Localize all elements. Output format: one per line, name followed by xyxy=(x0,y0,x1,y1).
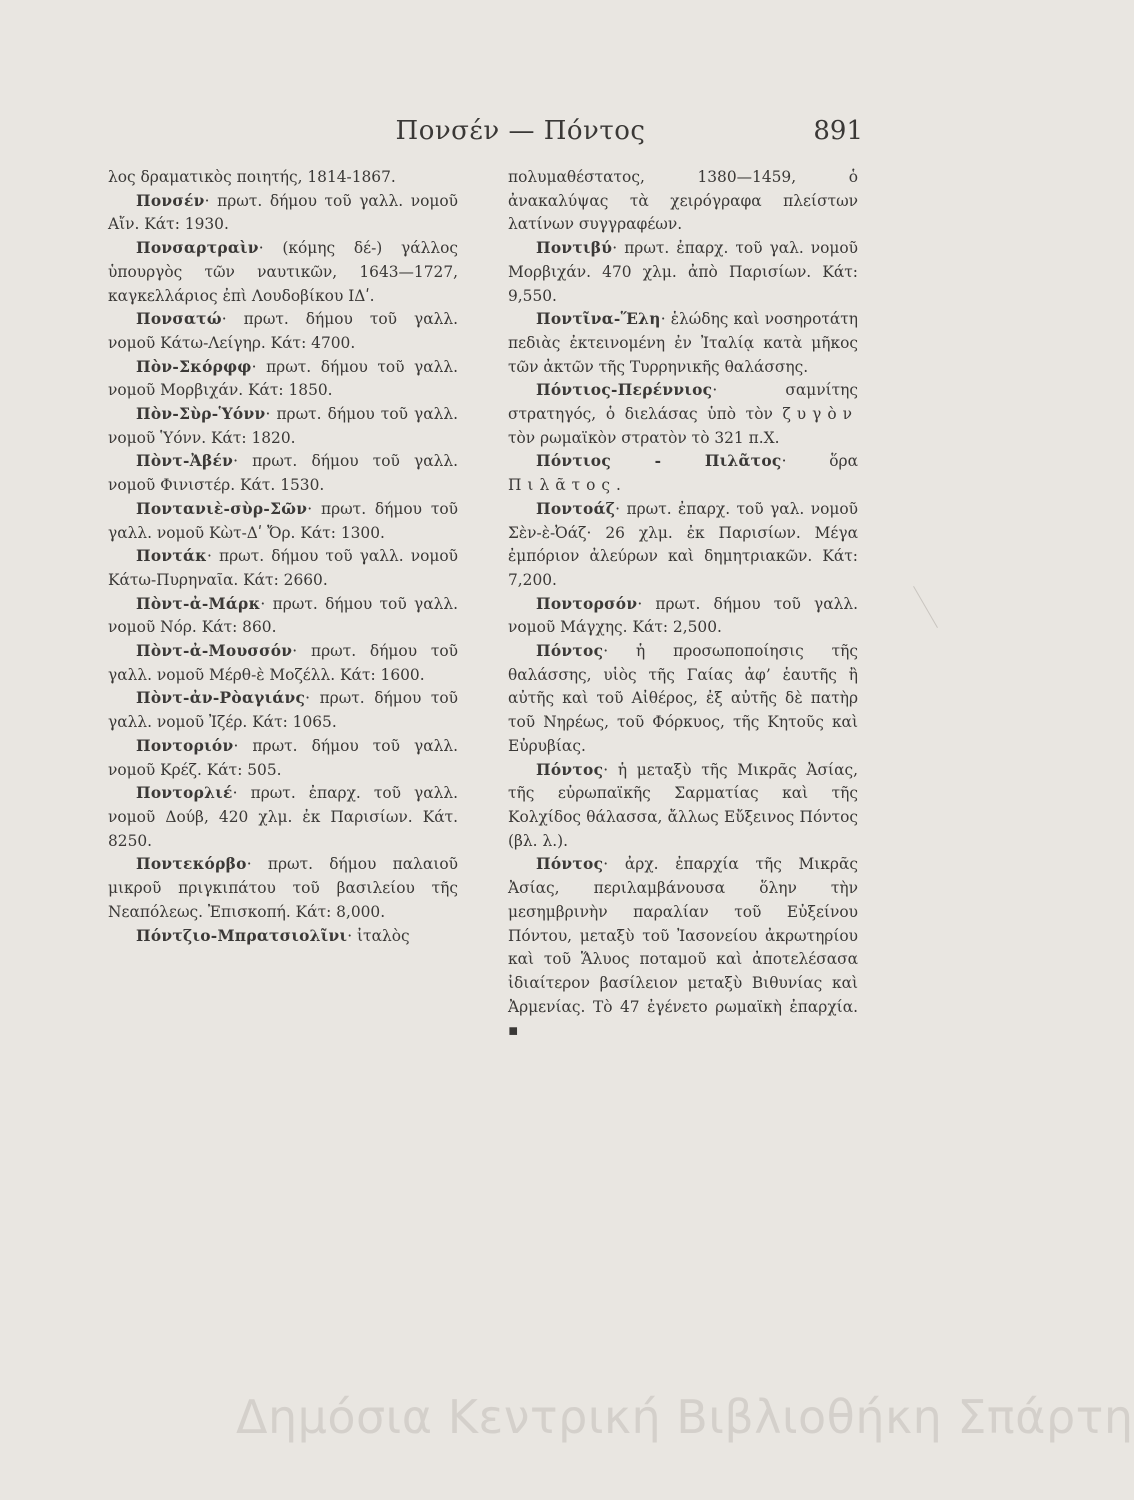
entry-text: πρωτ. δήμου τοῦ γαλλ. νομοῦ Κὼτ-Δʹ Ὄρ. Κάτ: 1300. xyxy=(108,499,458,542)
entry-text: πρωτ. δήμου τοῦ γαλλ. νομοῦ Νόρ. Κάτ: 860. xyxy=(108,594,458,637)
entry-text: ὅρα xyxy=(786,452,859,471)
headword-separator: · xyxy=(204,191,210,210)
headword-separator: · xyxy=(232,784,238,803)
entry-text: πρωτ. ἐπαρχ. τοῦ γαλ. νομοῦ Μορβιχάν. 470 χλμ. ἀπὸ Παρισίων. Κάτ: 9,550. xyxy=(508,239,858,305)
headword-separator: · xyxy=(347,926,353,945)
dictionary-entry xyxy=(508,379,858,450)
entry-headword: Πὸν-Σκόρφφ xyxy=(136,357,252,376)
entry-spaced-term: Πιλᾶτος xyxy=(508,476,617,495)
entry-text: λος δραματικὸς ποιητής, 1814-1867. xyxy=(108,168,396,186)
dictionary-entry xyxy=(108,237,458,308)
scan-mark xyxy=(913,586,938,628)
headword-separator: · xyxy=(603,855,609,874)
headword-separator: · xyxy=(233,736,239,755)
entry-headword: Πόντιος - Πιλᾶτος xyxy=(536,452,782,471)
headword-separator: · xyxy=(307,499,313,518)
entry-text: ἀρχ. ἐπαρχία τῆς Μικρᾶς Ἀσίας, περιλαμβάνουσα ὅλην τὴν μεσημβρινὴν παραλίαν τοῦ Εὐξείνου Πόντου, μεταξὺ τοῦ Ἰασονείου ἀκρωτηρίου καὶ τοῦ Ἅλυος ποταμοῦ καὶ ἀποτελέσασα ἰδιαίτερον βασίλειον μεταξὺ Βιθυνίας καὶ Ἀρμενίας. Τὸ 47 ἐγένετο ρωμαϊκὴ ἐπαρχία. ▪ xyxy=(508,855,858,1040)
headword-separator: · xyxy=(260,594,266,613)
entry-headword: Ποντορλιέ xyxy=(136,784,233,803)
headword-separator: · xyxy=(251,357,257,376)
dictionary-entry xyxy=(108,450,458,497)
dictionary-entry xyxy=(508,450,858,497)
page-header-title: Πονσέν — Πόντος xyxy=(395,116,646,146)
entry-headword: Ποντορσόν xyxy=(536,594,638,613)
entry-headword: Ποντεκόρβο xyxy=(136,855,247,874)
headword-separator: · xyxy=(246,855,252,874)
dictionary-entry xyxy=(508,759,858,854)
entry-text: πρωτ. δήμου παλαιοῦ μικροῦ πριγκιπάτου τοῦ βασιλείου τῆς Νεαπόλεως. Ἐπισκοπή. Κάτ: 8,000. xyxy=(108,855,458,921)
entry-text: πρωτ. δήμου τοῦ γαλλ. νομοῦ Μάγχης. Κάτ: 2,500. xyxy=(508,594,858,637)
entry-text: πρωτ. δήμου τοῦ γαλλ. νομοῦ Μορβιχάν. Κάτ: 1850. xyxy=(108,357,458,400)
dictionary-entry xyxy=(508,640,858,759)
entry-spaced-term: ζυγὸν xyxy=(782,405,858,424)
entry-text: πρωτ. ἐπαρχ. τοῦ γαλ. νομοῦ Σὲν-ὲ-Ὀάζ· 26 χλμ. ἐκ Παρισίων. Μέγα ἐμπόριον ἀλεύρων καὶ δημητριακῶν. Κάτ: 7,200. xyxy=(508,499,858,589)
entry-text: πολυμαθέστατος, 1380—1459, ὁ ἀνακαλύψας τὰ χειρόγραφα πλείστων λατίνων συγγραφέων. xyxy=(508,168,858,234)
dictionary-entry xyxy=(108,356,458,403)
dictionary-entry xyxy=(108,925,458,949)
entry-headword: Πονσαρτραὶν xyxy=(136,239,259,258)
entry-headword: Πονσέν xyxy=(136,191,205,210)
entry-text: πρωτ. δήμου τοῦ γαλλ. νομοῦ Αἴν. Κάτ: 1930. xyxy=(108,191,458,234)
entry-text: σαμνίτης στρατηγός, ὁ διελάσας ὑπὸ τὸν xyxy=(508,381,858,424)
entry-headword: Πὸντ-ἀ-Μάρκ xyxy=(136,594,261,613)
dictionary-entry xyxy=(508,593,858,640)
headword-separator: · xyxy=(221,310,227,329)
entry-text-tail: τὸν ρωμαϊκὸν στρατὸν τὸ 321 π.Χ. xyxy=(508,428,780,447)
entry-headword: Πὸν-Σὺρ-Ὑόνν xyxy=(136,405,266,424)
entry-text: πρωτ. δήμου τοῦ γαλλ. νομοῦ Ὑόνν. Κάτ: 1820. xyxy=(108,405,458,447)
entry-text: πρωτ. δήμου τοῦ γαλλ. νομοῦ Κάτω-Λείγηρ. Κάτ: 4700. xyxy=(108,310,458,352)
entry-text: ἰταλὸς xyxy=(352,926,410,945)
entry-headword: Πόντζιο-Μπρατσιολῖνι xyxy=(136,926,348,945)
headword-separator: · xyxy=(660,310,666,329)
entry-headword: Πονσατώ xyxy=(136,310,222,329)
entry-headword: Πόντιος-Περέννιος xyxy=(536,381,713,400)
entry-headword: Ποντιβύ xyxy=(536,239,613,258)
dictionary-entry xyxy=(108,735,458,782)
headword-separator: · xyxy=(637,594,643,613)
entry-headword: Ποντῖνα-Ἕλη xyxy=(536,310,661,329)
entry-headword: Πόντος xyxy=(536,760,604,779)
entry-text: πρωτ. δήμου τοῦ γαλλ. νομοῦ Φινιστέρ. Κάτ. 1530. xyxy=(108,452,458,495)
entry-headword: Ποντοριόν xyxy=(136,736,234,755)
entry-text: πρωτ. δήμου τοῦ γαλλ. νομοῦ Κάτω-Πυρηναῖα. Κάτ: 2660. xyxy=(108,547,458,589)
entry-text: πρωτ. δήμου τοῦ γαλλ. νομοῦ Κρέζ. Κάτ: 505. xyxy=(108,736,458,779)
library-watermark: Δημόσια Κεντρική Βιβλιοθήκη Σπάρτη xyxy=(236,1390,1134,1444)
entry-text: (κόμης δέ-) γάλλος ὑπουργὸς τῶν ναυτικῶν, 1643—1727, καγκελλάριος ἐπὶ Λουδοβίκου ΙΔʹ. xyxy=(108,239,458,305)
dictionary-entry xyxy=(108,308,458,355)
headword-separator: · xyxy=(292,642,298,661)
entry-headword: Ποντάκ xyxy=(136,547,208,566)
dictionary-entry xyxy=(108,403,458,450)
dictionary-entry xyxy=(108,545,458,592)
headword-separator: · xyxy=(258,239,264,258)
dictionary-entry xyxy=(508,853,858,1043)
dictionary-entry xyxy=(108,593,458,640)
dictionary-entry xyxy=(508,498,858,593)
dictionary-entry xyxy=(508,237,858,308)
entry-headword: Ποντανιὲ-σὺρ-Σῶν xyxy=(136,499,308,518)
left-column xyxy=(108,166,458,948)
entry-text-tail: . xyxy=(616,476,621,495)
entry-text: ἑλώδης καὶ νοσηροτάτη πεδιὰς ἐκτεινομένη ἐν Ἰταλίᾳ κατὰ μῆκος τῶν ἀκτῶν τῆς Τυρρηνικῆς θαλάσσης. xyxy=(508,310,858,376)
dictionary-entry xyxy=(508,308,858,379)
entry-headword: Πὸντ-ἀ-Μουσσόν xyxy=(136,642,293,661)
entry-headword: Πὸντ-ἀν-Ρὸαγιάνς xyxy=(136,689,306,708)
headword-separator: · xyxy=(305,689,311,708)
right-column xyxy=(508,166,858,1043)
dictionary-entry xyxy=(108,782,458,853)
dictionary-entry xyxy=(108,190,458,237)
entry-text: πρωτ. ἐπαρχ. τοῦ γαλλ. νομοῦ Δούβ, 420 χλμ. ἐκ Παρισίων. Κάτ. 8250. xyxy=(108,784,458,850)
headword-separator: · xyxy=(712,381,718,400)
entry-text: πρωτ. δήμου τοῦ γαλλ. νομοῦ Ἰζέρ. Κάτ: 1065. xyxy=(108,689,458,732)
headword-separator: · xyxy=(781,452,787,471)
entry-headword: Πὸντ-Ἀβέν xyxy=(136,452,234,471)
entry-text: ἡ μεταξὺ τῆς Μικρᾶς Ἀσίας, τῆς εὐρωπαϊκῆς Σαρματίας καὶ τῆς Κολχίδος θάλασσα, ἄλλως Εὔξεινος Πόντος (βλ. λ.). xyxy=(508,760,858,850)
dictionary-entry xyxy=(108,687,458,734)
headword-separator: · xyxy=(612,239,618,258)
entry-continuation xyxy=(108,166,458,190)
entry-headword: Ποντοάζ xyxy=(536,499,616,518)
dictionary-entry xyxy=(108,640,458,687)
headword-separator: · xyxy=(233,452,239,471)
headword-separator: · xyxy=(265,405,271,424)
headword-separator: · xyxy=(207,547,212,566)
headword-separator: · xyxy=(603,760,609,779)
entry-continuation xyxy=(508,166,858,237)
headword-separator: · xyxy=(615,499,621,518)
entry-text: πρωτ. δήμου τοῦ γαλλ. νομοῦ Μέρθ-ὲ Μοζέλλ. Κάτ: 1600. xyxy=(108,642,458,684)
entry-text: ἡ προσωποποίησις τῆς θαλάσσης, υἱὸς τῆς Γαίας ἀφ’ ἑαυτῆς ἢ αὐτῆς καὶ τοῦ Αἰθέρος, ἐξ αὐτῆς δὲ πατὴρ τοῦ Νηρέως, τοῦ Φόρκυος, τῆς Κητοῦς καὶ Εὐρυβίας. xyxy=(508,642,858,755)
entry-headword: Πόντος xyxy=(536,642,604,661)
entry-headword: Πόντος xyxy=(536,855,604,874)
headword-separator: · xyxy=(603,642,609,661)
dictionary-entry xyxy=(108,853,458,924)
dictionary-entry xyxy=(108,498,458,545)
page-number: 891 xyxy=(813,116,863,146)
